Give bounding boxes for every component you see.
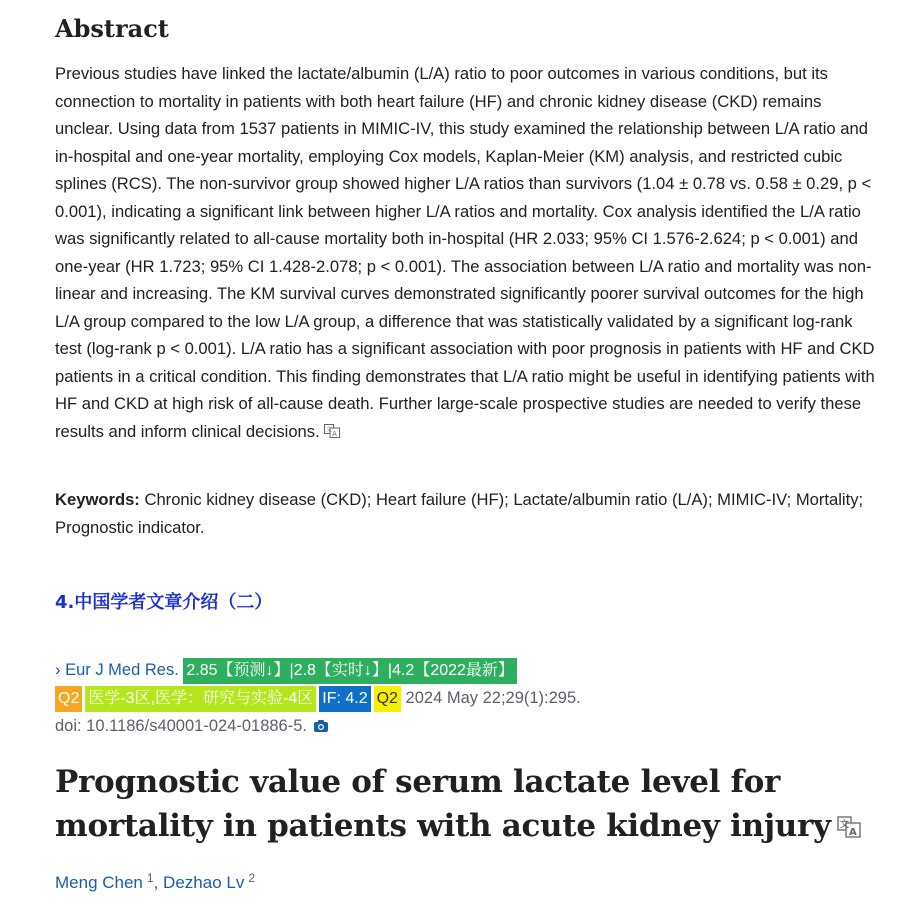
article-title-text: Prognostic value of serum lactate level for mortality in patients with acute kidney injury	[55, 764, 831, 844]
quartile-badge: Q2	[55, 686, 82, 712]
svg-text:A: A	[848, 827, 857, 838]
camera-icon[interactable]	[313, 715, 329, 729]
keywords-text: Chronic kidney disease (CKD); Heart failure (HF); Lactate/albumin ratio (L/A); MIMIC-IV; Mortality; Prognostic indicator.	[55, 490, 864, 537]
doi: doi: 10.1186/s40001-024-01886-5.	[55, 717, 307, 735]
abstract-text	[55, 60, 883, 445]
svg-text:文: 文	[325, 426, 332, 433]
pub-date: 2024 May 22;29(1):295.	[405, 689, 581, 707]
abstract-heading: Abstract	[55, 14, 169, 43]
author-affiliation[interactable]: 2	[248, 871, 256, 885]
author-link[interactable]: Dezhao Lv	[163, 873, 245, 892]
author-link[interactable]: Meng Chen	[55, 873, 143, 892]
title-translate-icon[interactable]	[837, 806, 861, 838]
author-separator: ,	[153, 873, 159, 892]
citation-journal-line	[55, 656, 517, 684]
doi-line	[55, 713, 329, 740]
translate-icon[interactable]	[324, 419, 340, 438]
if-badge: IF: 4.2	[319, 686, 370, 712]
keywords-label: Keywords:	[55, 490, 140, 509]
impact-factor-badge: 2.85【预测↓】|2.8【实时↓】|4.2【2022最新】	[183, 658, 517, 684]
keywords	[55, 486, 883, 541]
journal-link[interactable]: › Eur J Med Res.	[55, 661, 179, 679]
authors	[55, 864, 255, 897]
article-title	[55, 760, 895, 848]
svg-text:文: 文	[839, 820, 849, 830]
section-title: 4.中国学者文章介绍（二）	[55, 592, 273, 613]
author-affiliation[interactable]: 1	[146, 871, 154, 885]
citation-pub-line	[55, 685, 581, 712]
zone-badge: 医学-3区,医学：研究与实验-4区	[85, 686, 316, 712]
svg-text:A: A	[331, 429, 337, 438]
quartile-yellow-badge: Q2	[374, 686, 401, 712]
abstract-body: Previous studies have linked the lactate/albumin (L/A) ratio to poor outcomes in various conditions, but its connection to mortality in patients with both heart failure (HF) and chronic kidney disease (CKD) remains unclear. Using data from 1537 patients in MIMIC-IV, this study examined the relationship between L/A ratio and in-hospital and one-year mortality, employing Cox models, Kaplan-Meier (KM) analysis, and restricted cubic splines (RCS). The non-survivor group showed higher L/A ratios than survivors (1.04 ± 0.78 vs. 0.58 ± 0.29, p < 0.001), indicating a significant link between higher L/A ratios and mortality. Cox analysis identified the L/A ratio was significantly related to all-cause mortality both in-hospital (HR 2.033; 95% CI 1.576-2.624; p < 0.001) and one-year (HR 1.723; 95% CI 1.428-2.078; p < 0.001). The association between L/A ratio and mortality was non-linear and increasing. The KM survival curves demonstrated significantly poorer survival outcomes for the high L/A group compared to the low L/A group, a difference that was statistically validated by a significant log-rank test (log-rank p < 0.001). L/A ratio has a significant association with poor prognosis in patients with HF and CKD patients in a critical condition. This finding demonstrates that L/A ratio might be useful in identifying patients with HF and CKD at high risk of all-cause death. Further large-scale prospective studies are needed to verify these results and inform clinical decisions.	[55, 64, 875, 441]
